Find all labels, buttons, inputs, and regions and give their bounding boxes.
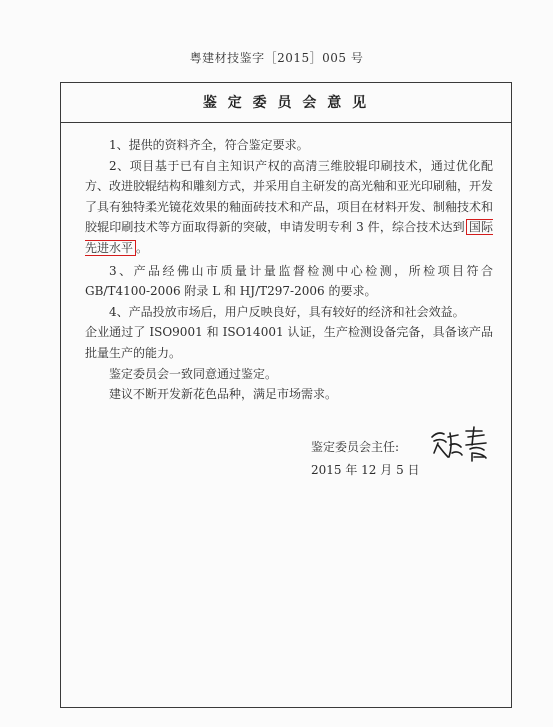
opinion-suggestion: 建议不断开发新花色品种，满足市场需求。 [109,387,338,402]
opinion-item-2-end: 。 [136,240,149,255]
opinion-frame [60,82,512,708]
opinion-item-4: 4、产品投放市场后，用户反映良好，具有较好的经济和社会效益。 [109,304,465,319]
signer-line [311,435,511,459]
opinion-conclusion: 鉴定委员会一致同意通过鉴定。 [109,366,278,381]
opinion-item-4-continued: 企业通过了 ISO9001 和 ISO14001 认证，生产检测设备完备，具备该产品批量生产的能力。 [85,325,493,360]
handwritten-signature [428,423,498,463]
signer-label: 鉴定委员会主任: [311,440,400,454]
opinion-body [85,135,493,405]
opinion-item-3: 3、产品经佛山市质量计量监督检测中心检测，所检项目符合 GB/T4100-2006 附录 L 和 HJ/T297-2006 的要求。 [85,263,493,299]
opinion-item-2 [85,156,493,259]
sign-date: 2015 年 12 月 5 日 [311,463,420,477]
opinion-item-1: 1、提供的资料齐全，符合鉴定要求。 [109,138,309,152]
frame-title: 鉴 定 委 员 会 意 见 [61,83,511,123]
signature-block [311,435,511,481]
highlighted-phrase: 国际先进水平 [85,220,493,255]
opinion-item-2-text: 2、项目基于已有自主知识产权的高清三维胶辊印刷技术，通过优化配方、改进胶辊结构和雕刻方式，并采用自主研发的高光釉和亚光印刷釉，开发了具有独特柔光镜花效果的釉面砖技术和产品，项目在材料开发、制釉技术和胶辊印刷技术等方面取得新的突破，申请发明专利 3 件，综合技术达到 [85,158,494,235]
document-number: 粤建材技鉴字［2015］005 号 [189,51,364,65]
